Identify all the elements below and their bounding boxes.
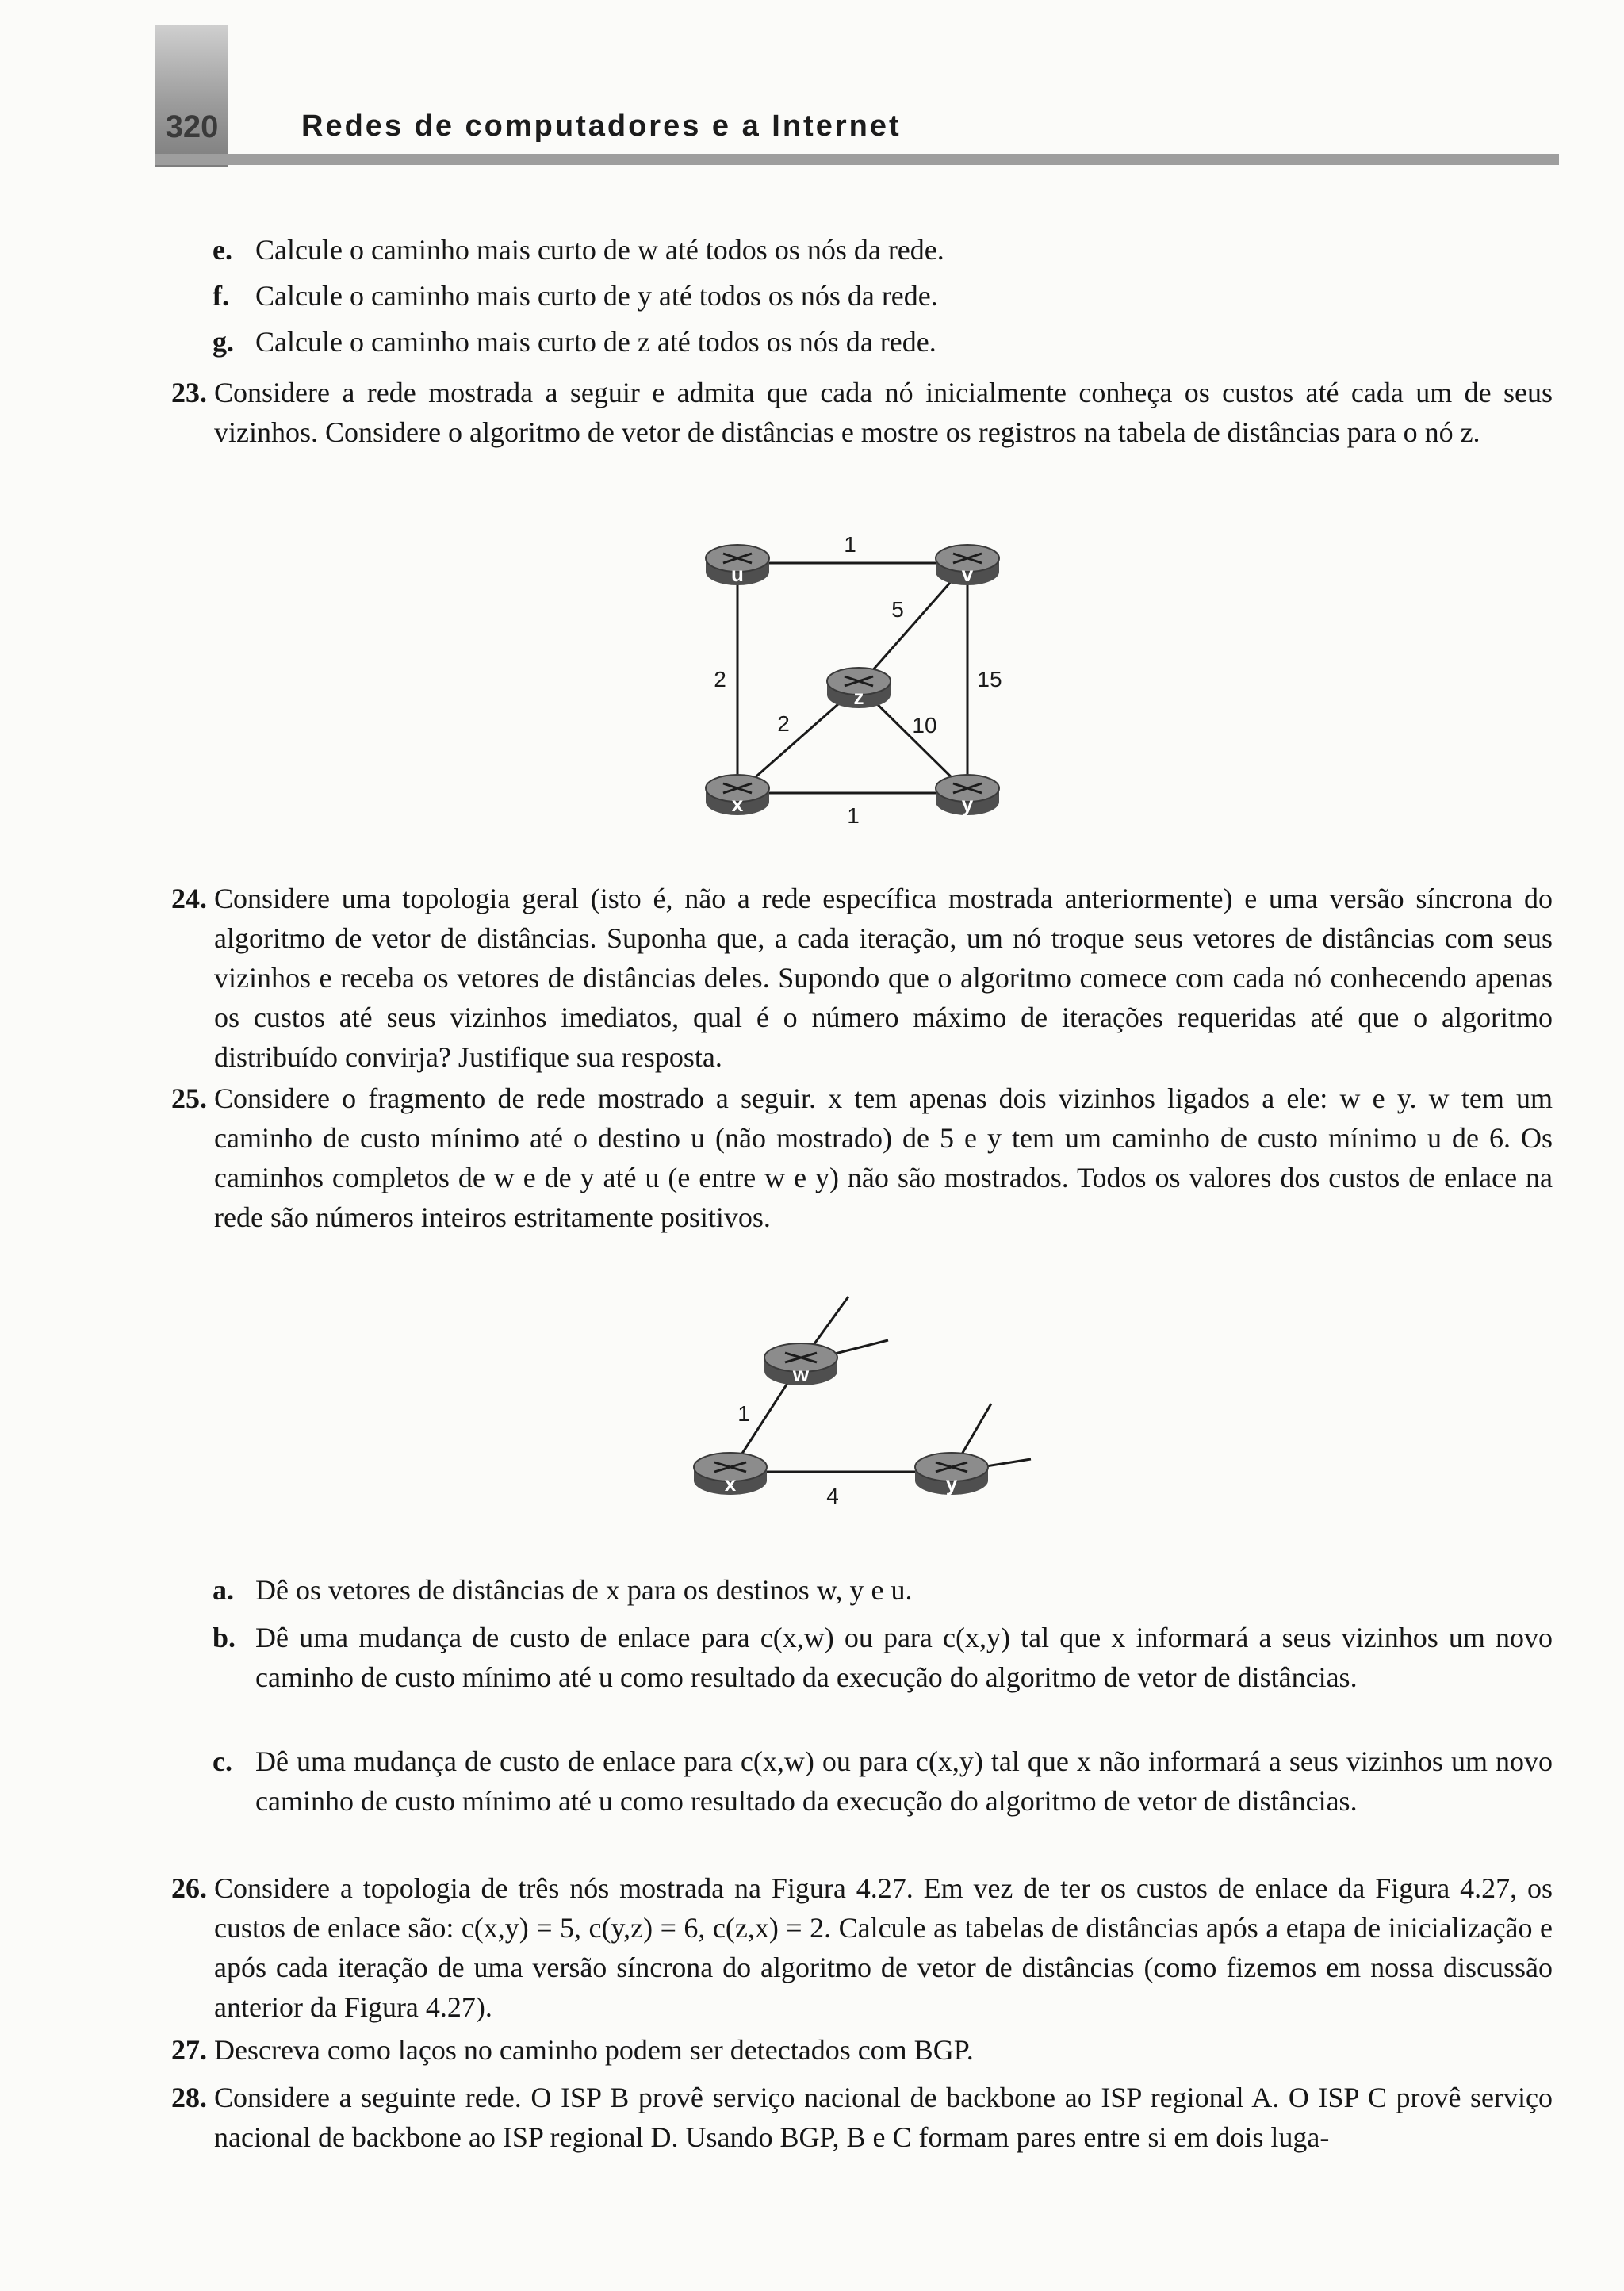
question-number: 24.: [171, 883, 207, 914]
item-label: f.: [213, 280, 229, 312]
router-x-icon: [694, 1453, 767, 1496]
list-item-q25b: [213, 1618, 1553, 1697]
item-label: e.: [213, 234, 232, 266]
running-title: Redes de computadores e a Internet: [301, 109, 902, 143]
node-label-z: z: [853, 685, 864, 709]
network-figure-1: [682, 523, 1031, 841]
page-header: [0, 0, 1624, 182]
node-label-x: x: [724, 1472, 737, 1496]
question-27: [171, 2030, 1553, 2070]
list-item-q22g: [213, 322, 1553, 362]
node-label-y: y: [961, 792, 974, 816]
router-y-icon: [915, 1453, 988, 1496]
item-label: g.: [213, 326, 234, 358]
node-label-w: w: [792, 1362, 810, 1386]
cost-label-x-y: 1: [847, 803, 860, 828]
node-label-x: x: [731, 792, 744, 816]
question-text: Descreva como laços no caminho podem ser detectados com BGP.: [214, 2034, 974, 2066]
item-text: Dê os vetores de distâncias de x para os destinos w, y e u.: [255, 1574, 913, 1606]
cost-label-x-w: 1: [737, 1401, 750, 1426]
list-item-q22e: [213, 230, 1553, 270]
question-24: [171, 879, 1553, 1077]
question-number: 23.: [171, 377, 207, 408]
router-u-icon: [706, 545, 769, 586]
cost-label-v-y: 15: [977, 667, 1002, 692]
question-text: Considere uma topologia geral (isto é, não a rede específica mostrada anteriormente) e uma versão síncrona do algoritmo de vetor de distâncias. Suponha que, a cada iteração, um nó troque seus vetores de distâncias com seus vizinhos e receba os vetores de distâncias deles. Supondo que o algoritmo comece com cada nó conhecendo apenas os custos até seus vizinhos imediatos, qual é o número máximo de iterações requeridas até que o algoritmo distribuído convirja? Justifique sua resposta.: [214, 883, 1553, 1073]
router-z-icon: [827, 668, 891, 709]
question-25: [171, 1078, 1553, 1237]
item-text: Calcule o caminho mais curto de y até todos os nós da rede.: [255, 280, 938, 312]
item-label: c.: [213, 1745, 232, 1777]
list-item-q25a: [213, 1570, 1553, 1610]
question-text: Considere a seguinte rede. O ISP B provê serviço nacional de backbone ao ISP regional A. O ISP C provê serviço nacional de backbone ao ISP regional D. Usando BGP, B e C formam pares entre si em dois luga-: [214, 2082, 1553, 2153]
item-text: Calcule o caminho mais curto de z até todos os nós da rede.: [255, 326, 936, 358]
item-label: b.: [213, 1622, 236, 1653]
cost-label-u-x: 2: [714, 667, 726, 692]
item-text: Dê uma mudança de custo de enlace para c(x,w) ou para c(x,y) tal que x informará a seus vizinhos um novo caminho de custo mínimo até u como resultado da execução do algoritmo de vetor de distâncias.: [255, 1622, 1553, 1693]
router-v-icon: [936, 545, 999, 586]
question-text: Considere o fragmento de rede mostrado a seguir. x tem apenas dois vizinhos ligados a ele: w e y. w tem um caminho de custo mínimo até o destino u (não mostrado) de 5 e y tem um caminho de custo mínimo u de 6. Os caminhos completos de w e de y até u (e entre w e y) não são mostrados. Todos os valores dos custos de enlace na rede são números inteiros estritamente positivos.: [214, 1082, 1553, 1233]
cost-label-v-z: 5: [891, 597, 904, 622]
router-y-icon: [936, 775, 999, 816]
router-w-icon: [764, 1343, 837, 1386]
question-26: [171, 1868, 1553, 2027]
question-23: [171, 373, 1553, 452]
question-text: Considere a rede mostrada a seguir e admita que cada nó inicialmente conheça os custos até cada um de seus vizinhos. Considere o algoritmo de vetor de distâncias e mostre os registros na tabela de distâncias para o nó z.: [214, 377, 1553, 448]
cost-label-u-v: 1: [844, 532, 856, 557]
node-label-y: y: [945, 1472, 958, 1496]
list-item-q25c: [213, 1741, 1553, 1821]
cost-label-x-y: 4: [826, 1484, 839, 1508]
item-text: Calcule o caminho mais curto de w até todos os nós da rede.: [255, 234, 944, 266]
item-text: Dê uma mudança de custo de enlace para c(x,w) ou para c(x,y) tal que x não informará a seus vizinhos um novo caminho de custo mínimo até u como resultado da execução do algoritmo de vetor de distâncias.: [255, 1745, 1553, 1817]
network-figure-2: [658, 1285, 1039, 1523]
list-item-q22f: [213, 276, 1553, 316]
question-28: [171, 2078, 1553, 2157]
item-label: a.: [213, 1574, 234, 1606]
page-number: 320: [165, 109, 219, 144]
node-label-u: u: [731, 562, 744, 586]
cost-label-z-y: 10: [912, 713, 937, 737]
question-number: 27.: [171, 2034, 207, 2066]
node-label-v: v: [961, 562, 974, 586]
question-number: 28.: [171, 2082, 207, 2113]
question-number: 25.: [171, 1082, 207, 1114]
cost-label-x-z: 2: [777, 711, 790, 736]
header-rule: [155, 154, 1559, 165]
router-x-icon: [706, 775, 769, 816]
question-text: Considere a topologia de três nós mostrada na Figura 4.27. Em vez de ter os custos de enlace da Figura 4.27, os custos de enlace são: c(x,y) = 5, c(y,z) = 6, c(z,x) = 2. Calcule as tabelas de distâncias após a etapa de inicialização e após cada iteração de uma versão síncrona do algoritmo de vetor de distâncias (como fizemos em nossa discussão anterior da Figura 4.27).: [214, 1872, 1553, 2023]
page-number-tab: [155, 25, 228, 167]
question-number: 26.: [171, 1872, 207, 1904]
